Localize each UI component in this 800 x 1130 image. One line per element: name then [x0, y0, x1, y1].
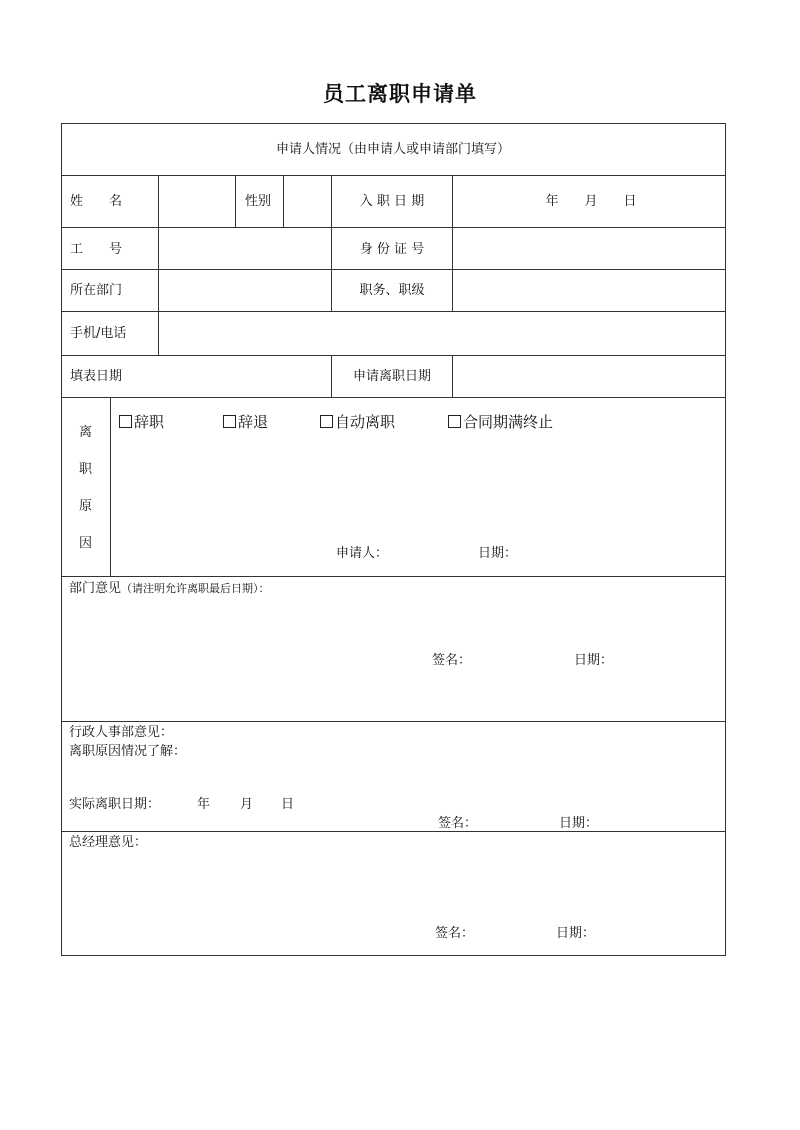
gm-sign-label: 签名：: [435, 926, 475, 941]
row-divider: [62, 576, 725, 577]
department-label: 所在部门: [70, 283, 123, 298]
position-label: 职务、职级: [359, 283, 425, 298]
col-divider: [158, 175, 159, 355]
hr-sign-label: 签名：: [438, 816, 478, 831]
name-field[interactable]: [160, 177, 234, 226]
option-label: 辞退: [238, 413, 269, 431]
actual-date-label: 实际离职日期：: [69, 797, 161, 812]
reason-applicant-label: 申请人：: [336, 546, 389, 561]
dept-opinion-label: [69, 582, 270, 595]
col-divider: [452, 355, 453, 397]
phone-field[interactable]: [160, 313, 724, 354]
reason-label-char: 因: [79, 536, 93, 551]
dept-opinion-title: 部门意见: [69, 581, 122, 596]
resignation-form: [61, 123, 726, 956]
hr-opinion-label: 行政人事部意见：: [69, 725, 174, 740]
gm-opinion-label: 总经理意见：: [69, 835, 148, 850]
reason-label-char: 离: [79, 425, 93, 440]
entry-date-field[interactable]: 年 月 日: [545, 194, 637, 209]
hr-reason-label: 离职原因情况了解：: [69, 744, 187, 759]
row-divider: [62, 311, 725, 312]
col-divider: [331, 355, 332, 397]
department-field[interactable]: [160, 271, 330, 310]
phone-label: 手机/电话: [70, 326, 127, 341]
option-dismiss[interactable]: [223, 415, 268, 430]
dept-opinion-field[interactable]: [64, 600, 724, 650]
reason-label-char: 原: [79, 499, 93, 514]
col-divider: [452, 175, 453, 311]
actual-date-day: 日: [281, 797, 295, 812]
option-contract-end[interactable]: [448, 415, 553, 430]
actual-date-month: 月: [240, 797, 254, 812]
row-divider: [62, 227, 725, 228]
checkbox-resign[interactable]: [119, 415, 132, 428]
checkbox-dismiss[interactable]: [223, 415, 236, 428]
row-divider: [62, 175, 725, 176]
option-self-leave[interactable]: [320, 415, 395, 430]
option-label: 自动离职: [335, 413, 396, 431]
hr-opinion-field[interactable]: [64, 764, 724, 792]
row-divider: [62, 269, 725, 270]
col-divider: [331, 175, 332, 311]
name-label: 姓 名: [70, 194, 123, 209]
option-resign[interactable]: [119, 415, 164, 430]
gm-date-label: 日期：: [556, 926, 596, 941]
row-divider: [62, 355, 725, 356]
resign-date-label: 申请离职日期: [352, 369, 432, 384]
reason-label: [79, 426, 92, 574]
row-divider: [62, 831, 725, 832]
gender-field[interactable]: [285, 177, 330, 226]
col-divider: [235, 175, 236, 227]
id-card-field[interactable]: [454, 229, 724, 268]
resign-date-field[interactable]: [454, 357, 724, 396]
reason-label-char: 职: [79, 462, 93, 477]
form-title: 员工离职申请单: [323, 82, 477, 106]
fill-date-field[interactable]: [64, 357, 330, 396]
col-divider: [110, 397, 111, 576]
option-label: 辞职: [134, 413, 165, 431]
employee-id-field[interactable]: [160, 229, 330, 268]
row-divider: [62, 721, 725, 722]
checkbox-self-leave[interactable]: [320, 415, 333, 428]
actual-date-year: 年: [197, 797, 211, 812]
employee-id-label: 工 号: [70, 242, 123, 257]
dept-date-label: 日期：: [574, 653, 614, 668]
dept-opinion-note: （请注明允许离职最后日期）：: [121, 582, 270, 595]
entry-date-label: 入 职 日 期: [359, 194, 425, 209]
section-header: 申请人情况（由申请人或申请部门填写）: [275, 142, 511, 157]
hr-date-label: 日期：: [559, 816, 599, 831]
option-label: 合同期满终止: [463, 413, 554, 431]
gm-opinion-field[interactable]: [64, 854, 724, 914]
position-field[interactable]: [454, 271, 724, 310]
reason-date-label: 日期：: [478, 546, 518, 561]
dept-sign-label: 签名：: [432, 653, 472, 668]
col-divider: [283, 175, 284, 227]
fill-date-label: 填表日期: [70, 369, 123, 384]
gender-label: 性别: [244, 194, 272, 209]
row-divider: [62, 397, 725, 398]
id-card-label: 身 份 证 号: [359, 242, 425, 257]
checkbox-contract-end[interactable]: [448, 415, 461, 428]
